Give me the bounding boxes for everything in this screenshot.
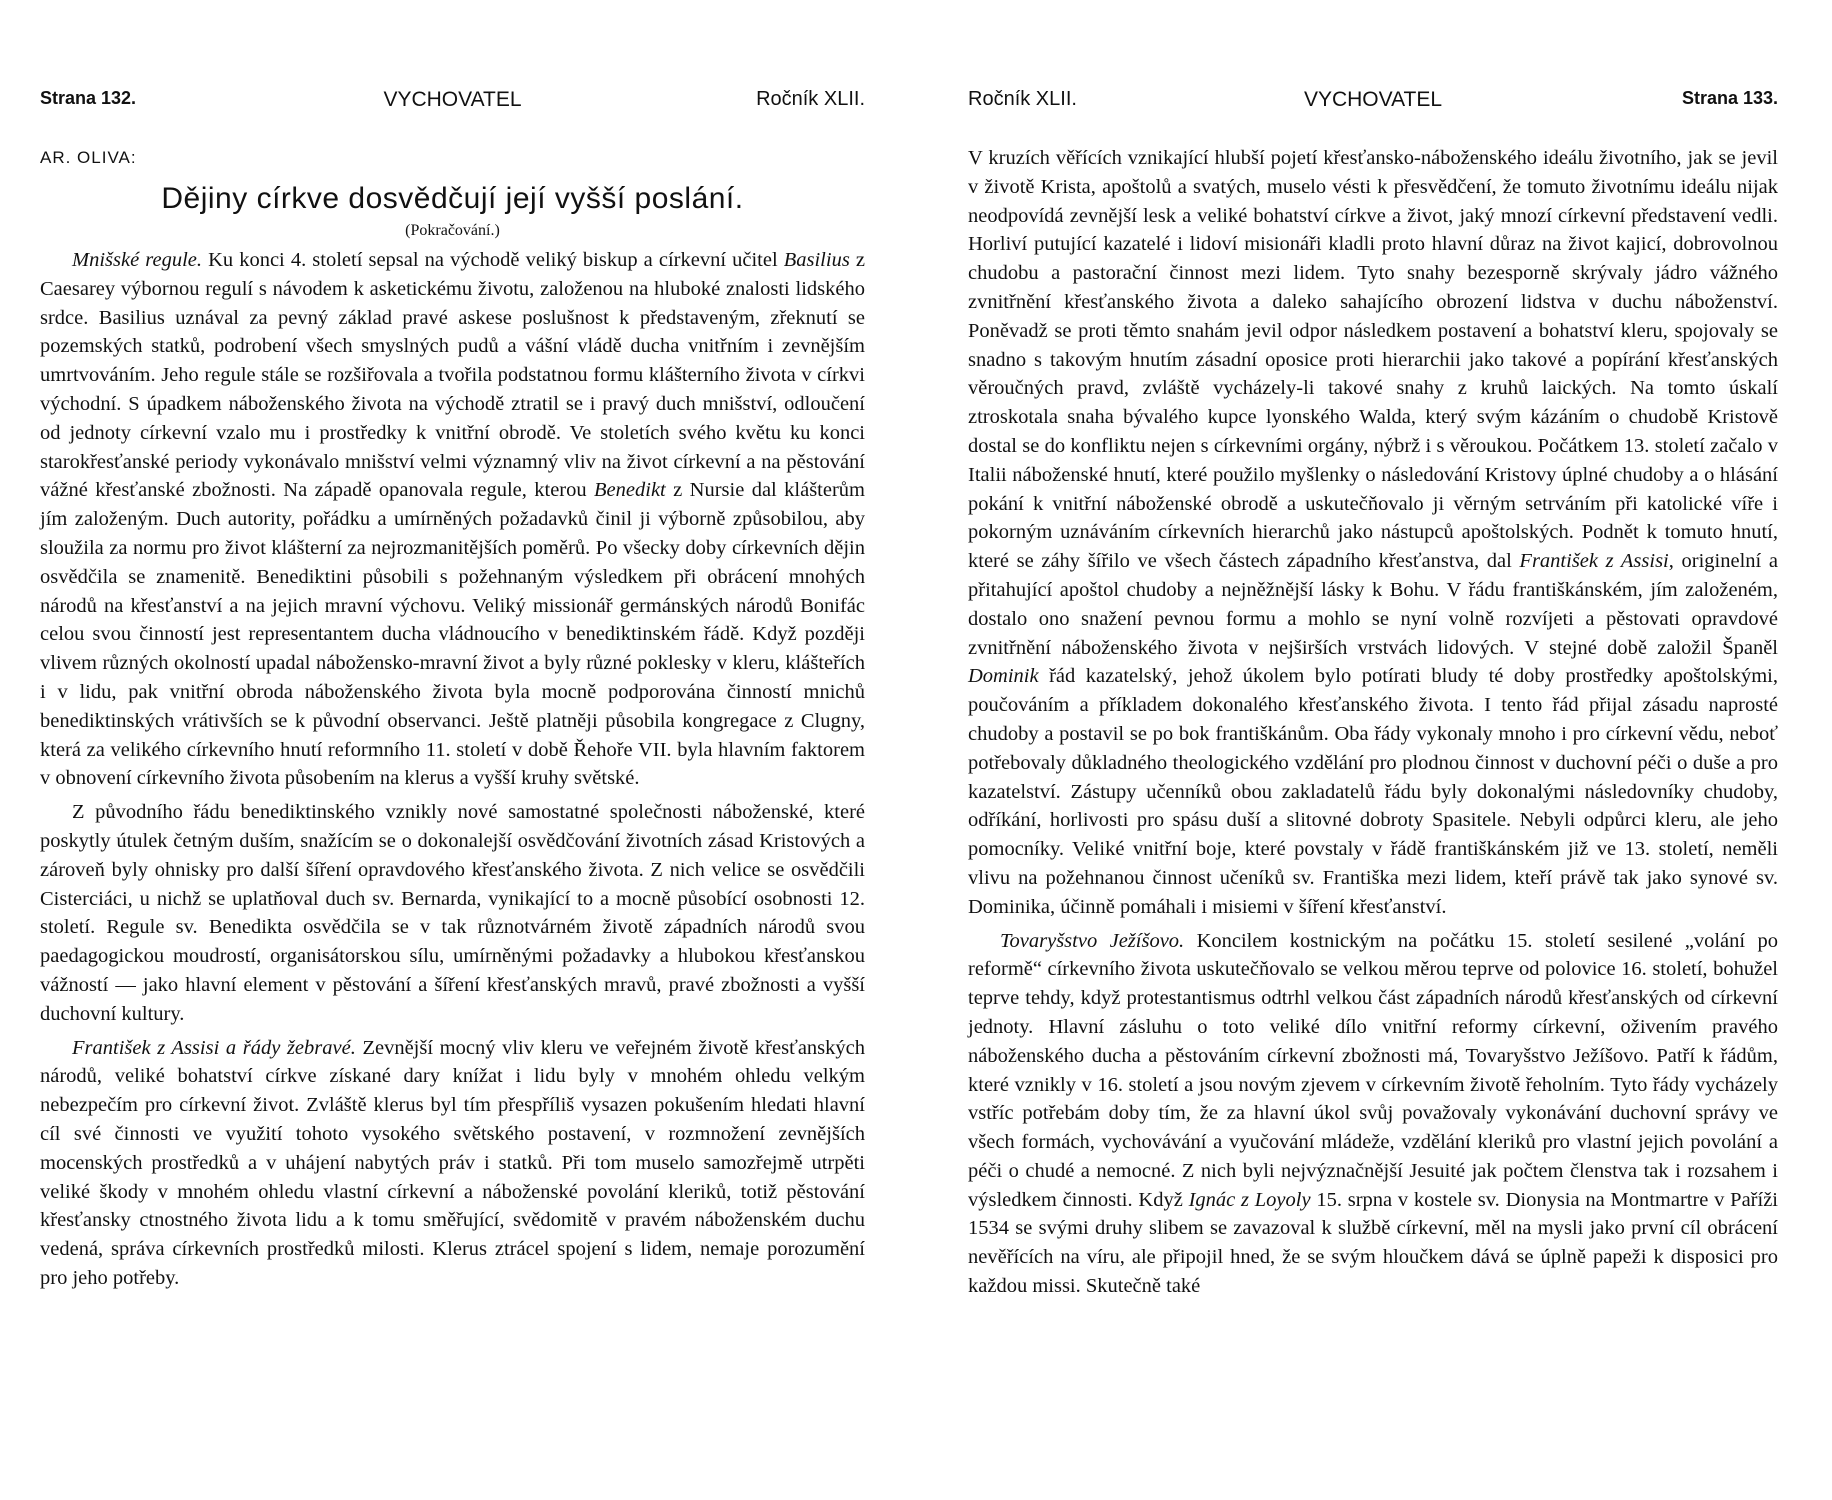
running-header	[968, 88, 1778, 118]
paragraph: Z původního řádu benediktinského vznikly nové samostatné společnosti náboženské, které poskytly útulek četným duším, snažícím se o dokonalejší osvědčování životních zásad Kristových a zároveň byly ohnisky pro další šíření opravdového křesťanského života. Z nich velice se osvědčili Cisterciáci, u nichž se uplatňoval duch sv. Bernarda, vynikající to a mocně působící osobnosti 12. století. Regule sv. Benedikta osvědčila se v tak různotvárném životě západních národů svou paedagogickou moudrostí, organisátorskou sílu, umírněnými požadavky a hlubokou křesťanskou vážností — jako hlavní element v pěstování a šíření křesťanských mravů, pravé zbožnosti a vyšší duchovní kultury.	[40, 801, 865, 1025]
article-title: Dějiny církve dosvědčují její vyšší poslání.	[161, 182, 744, 215]
paragraph	[968, 144, 1778, 922]
paragraph	[40, 1034, 865, 1293]
paragraph-text: , originelní a přitahující apoštol chudoby a nejněžnější lásky k Bohu. V řádu františkánském, jím založeném, dostalo ono snažení pevnou formu a mohlo se nyní volně rozvíjeti a pěstovati opravdové zvnitřnění náboženského života v nejširších vrstvách lidových. V stejné době založil Španěl	[968, 550, 1778, 659]
running-header	[40, 88, 865, 118]
paragraph	[40, 246, 865, 793]
page-number: Strana 132.	[40, 88, 137, 108]
author-line: AR. OLIVA:	[40, 148, 137, 167]
paragraph-text: V kruzích věřících vznikající hlubší pojetí křesťansko-náboženského ideálu životního, jak se jevil v životě Krista, apoštolů a svatých, muselo vésti k přesvědčení, že tomuto životnímu ideálu nijak neodpovídá zevnější lesk a veliké bohatství církve a život, jaký mnozí církevní představení vedli. Horliví putující kazatelé i lidoví misionáři kladli proto hlavní důraz na život kajicí, dobrovolnou chudobu a pastorační činnost mezi lidem. Tyto snahy bezesporně skrývaly jádro vážného zvnitřnění křesťanského života a daleko sahajícího obrození lidstva v duchu náboženství. Poněvadž se proti těmto snahám jevil odpor následkem postavení a bohatství kleru, spojovaly se snadno s takovým hnutím zásadní oposice proti hierarchii jako takové a popírání křesťanských věroučných pravd, zvláště vycházely-li takové snahy z kruhů laických. Na tomto úskalí ztroskotala snaha bývalého kupce lyonského Walda, který svým kázáním o chudobě Kristově dostal se do konfliktu nejen s církevními orgány, nýbrž i s věroukou. Počátkem 13. století začalo v Italii náboženské hnutí, které použilo myšlenky o následování Kristovy úplné chudoby a o hlásání pokání k vnitřní náboženské obrodě a uskutečňovalo ji věrným setrváním při katolické víře i pokorným uznáváním církevních hierarchů jako nástupců apoštolských. Podnět k tomuto hnutí, které se záhy šířilo ve všech částech západního křesťanstva, dal	[968, 147, 1778, 573]
volume-label: Ročník XLII.	[968, 88, 1077, 110]
person-name: Dominik	[968, 665, 1039, 688]
section-lead: Tovaryšstvo Ježíšovo.	[1000, 929, 1185, 952]
journal-title: VYCHOVATEL	[383, 88, 522, 111]
page-number: Strana 133.	[1681, 88, 1778, 108]
paragraph-text: řád kazatelský, jehož úkolem bylo potírati bludy té doby prostředky apoštolskými, poučováním a příkladem dokonalého křesťanského života. I tento řád přijal zásadu naprosté chudoby a postavil se po bok františkánům. Oba řády vykonaly mnoho i pro církevní vědu, neboť potřebovaly důkladného theologického vzdělání pro plodnou činnost v duchovní péči o duše a pro kazatelství. Zástupy učenníků obou zakladatelů řádu byly dokonalými následovníky chudoby, odříkání, horlivosti pro spásu duší a slitovné dobroty Spasitele. Nebyli odpůrci kleru, ale jeho pomocníky. Veliké vnitřní boje, které povstaly v řádě františkánském již ve 13. století, neměli vlivu na požehnanou činnost učeníků sv. Františka mezi lidem, kteří právě tak jako synové sv. Dominika, účinně pomáhali i misiemi v šíření křesťanství.	[968, 665, 1778, 918]
article-subtitle: (Pokračování.)	[405, 222, 500, 239]
person-name: Benedikt	[594, 479, 666, 502]
paragraph-text: z Caesarey výbornou regulí s návodem k asketickému životu, založenou na hluboké znalosti lidského srdce. Basilius uznával za pevný základ pravé askese poslušnost k představeným, zřeknutí se pozemských statků, podrobení všech smyslných pudů a vášní vládě ducha vnitřním i zevnějším umrtvováním. Jeho regule stále se rozšiřovala a tvořila podstatnou formu klášterního života v církvi východní. S úpadkem náboženského života na východě ztratil se i pravý duch mnišství, odloučení od jednoty církevní vzalo mu i prostředky k vnitřní obrodě. Ve stoletích svého květu ku konci starokřesťanské periody vykonávalo mnišství velmi významný vliv na život církevní a na pěstování vážné křesťanské zbožnosti. Na západě opanovala regule, kterou	[40, 249, 865, 502]
paragraph	[968, 927, 1778, 1301]
person-name: Ignác z Loyoly	[1188, 1188, 1311, 1211]
left-page	[40, 0, 865, 1500]
volume-label: Ročník XLII.	[756, 88, 865, 110]
section-lead: Mnišské regule.	[72, 249, 202, 271]
paragraph-text: Ku konci 4. století sepsal na východě veliký biskup a církevní učitel	[202, 249, 784, 271]
paragraph-text: Zevnější mocný vliv kleru ve veřejném životě křesťanských národů, veliké bohatství církve získané dary knížat i lidu byly v mnohém ohledu velkým nebezpečím pro církevní život. Zvláště klerus byl tím přespříliš vysazen pokušením hledati hlavní cíl své činnosti ve využití tohoto vysokého světského postavení, v rozmnožení zevnějších mocenských prostředků a v uhájení nabytých práv i statků. Při tom muselo samozřejmě utrpěti veliké škody v mnohém ohledu vlastní církevní a náboženské povolání kleriků, totiž pěstování křesťansky ctnostného života lidu a k tomu směřující, svědomitě v pravém náboženském duchu vedená, správa církevních prostředků milosti. Klerus ztrácel spojení s lidem, nemaje porozumění pro jeho potřeby.	[40, 1036, 865, 1289]
paragraph-text: z Nursie dal klášterům jím založeným. Duch autority, pořádku a umírněných požadavků činil ji výborně způsobilou, aby sloužila za normu pro život klášterní za nejrozmanitějších poměrů. Po všecky doby církevních dějin osvědčila se znamenitě. Benediktini působili s požehnaným výsledkem při obrácení mnohých národů na křesťanství a na jejich mravní výchovu. Veliký missionář germánských národů Bonifác celou svou činností jest representantem ducha vládnoucího v benediktinském řádě. Když později vlivem různých okolností upadal nábožensko-mravní život a byly různé poklesky v kleru, klášteřích i v lidu, pak vnitřní obroda náboženského života byla mocně podporována činností mnichů benediktinských vrátivších se k původní observanci. Ještě platněji působila kongregace z Clugny, která za velikého církevního hnutí reformního 11. století v době Řehoře VII. byla hlavním faktorem v obnovení církevního života působením na klerus a vyšší kruhy světské.	[40, 479, 865, 790]
journal-title: VYCHOVATEL	[1303, 88, 1443, 111]
person-name: Basilius	[783, 249, 850, 271]
body-text	[968, 144, 1778, 1301]
paragraph-text: Koncilem kostnickým na počátku 15. století sesilené „volání po reformě“ církevního života uskutečňovalo se velkou měrou teprve od polovice 16. století, bohužel teprve tehdy, když protestantismus odtrhl velkou část západních národů křesťanských od církevní jednoty. Hlavní zásluhu o toto veliké dílo vnitřní reformy církevní, oživením pravého náboženského ducha a pěstováním církevní zbožnosti má, Tovaryšstvo Ježíšovo. Patří k řádům, které vznikly v 16. století a jsou novým zjevem v církevním životě řeholním. Tyto řády vycházely vstříc potřebám doby tím, že za hlavní úkol svůj považovaly vykonávání duchovní správy ve všech formách, vychovávání a vyučování mládeže, vzdělání kleriků pro vlastní jejich povolání a péči o chudé a nemocné. Z nich byli nejvýznačnější Jesuité jak počtem členstva tak i rozsahem i výsledkem činnosti. Když	[968, 929, 1778, 1211]
body-text	[40, 246, 865, 1293]
right-page	[968, 0, 1778, 1500]
paragraph-text: 15. srpna v kostele sv. Dionysia na Montmartre v Paříži 1534 se svými druhy slibem se zavazoval k službě církevní, měl na mysli jako první cíl obrácení nevěřících na víru, ale připojil hned, že se svým hloučkem dává se úplně papeži k disposici pro každou missi. Skutečně také	[968, 1188, 1778, 1298]
section-lead: František z Assisi a řády žebravé.	[72, 1036, 356, 1059]
person-name: František z Assisi	[1519, 550, 1669, 573]
